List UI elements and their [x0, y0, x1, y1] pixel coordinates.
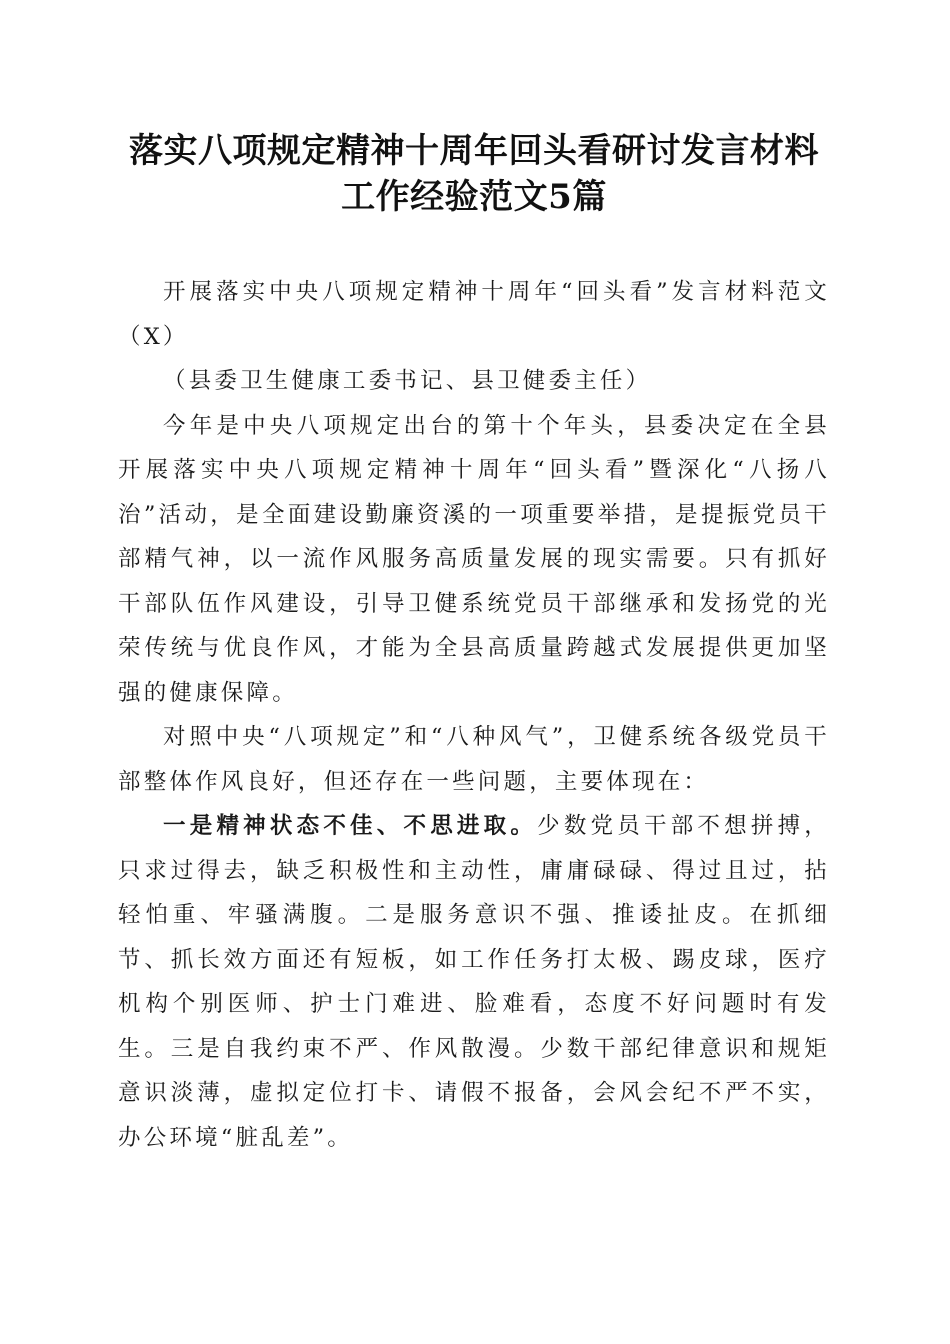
document-page: [118, 128, 830, 1160]
title-line-1: 落实八项规定精神十周年回头看研讨发言材料: [129, 131, 819, 171]
paragraph-3: [118, 804, 830, 1160]
paragraph-3-body: 少数党员干部不想拼搏，只求过得去，缺乏积极性和主动性，庸庸碌碌、得过且过，拈轻怕重、牢骚满腹。二是服务意识不强、推诿扯皮。在抓细节、抓长效方面还有短板，如工作任务打太极、踢皮球，医疗机构个别医师、护士门难进、脸难看，态度不好问题时有发生。三是自我约束不严、作风散漫。少数干部纪律意识和规矩意识淡薄，虚拟定位打卡、请假不报备，会风会纪不严不实，办公环境“脏乱差”。: [118, 813, 830, 1151]
paragraph-3-lead: 一是精神状态不佳、不思进取。: [163, 813, 538, 839]
author-line: （县委卫生健康工委书记、县卫健委主任）: [163, 368, 652, 394]
document-subtitle: 开展落实中央八项规定精神十周年“回头看”发言材料范文（X）: [118, 279, 830, 350]
document-body: [118, 270, 830, 1160]
paragraph-1: 今年是中央八项规定出台的第十个年头，县委决定在全县开展落实中央八项规定精神十周年“回头看”暨深化“八扬八治”活动，是全面建设勤廉资溪的一项重要举措，是提振党员干部精气神，以一流作风服务高质量发展的现实需要。只有抓好干部队伍作风建设，引导卫健系统党员干部继承和发扬党的光荣传统与优良作风，才能为全县高质量跨越式发展提供更加坚强的健康保障。: [118, 412, 830, 706]
paragraph-2: 对照中央“八项规定”和“八种风气”，卫健系统各级党员干部整体作风良好，但还存在一些问题，主要体现在：: [118, 724, 830, 795]
document-title: [118, 128, 830, 220]
title-line-2: 工作经验范文5篇: [341, 177, 607, 217]
